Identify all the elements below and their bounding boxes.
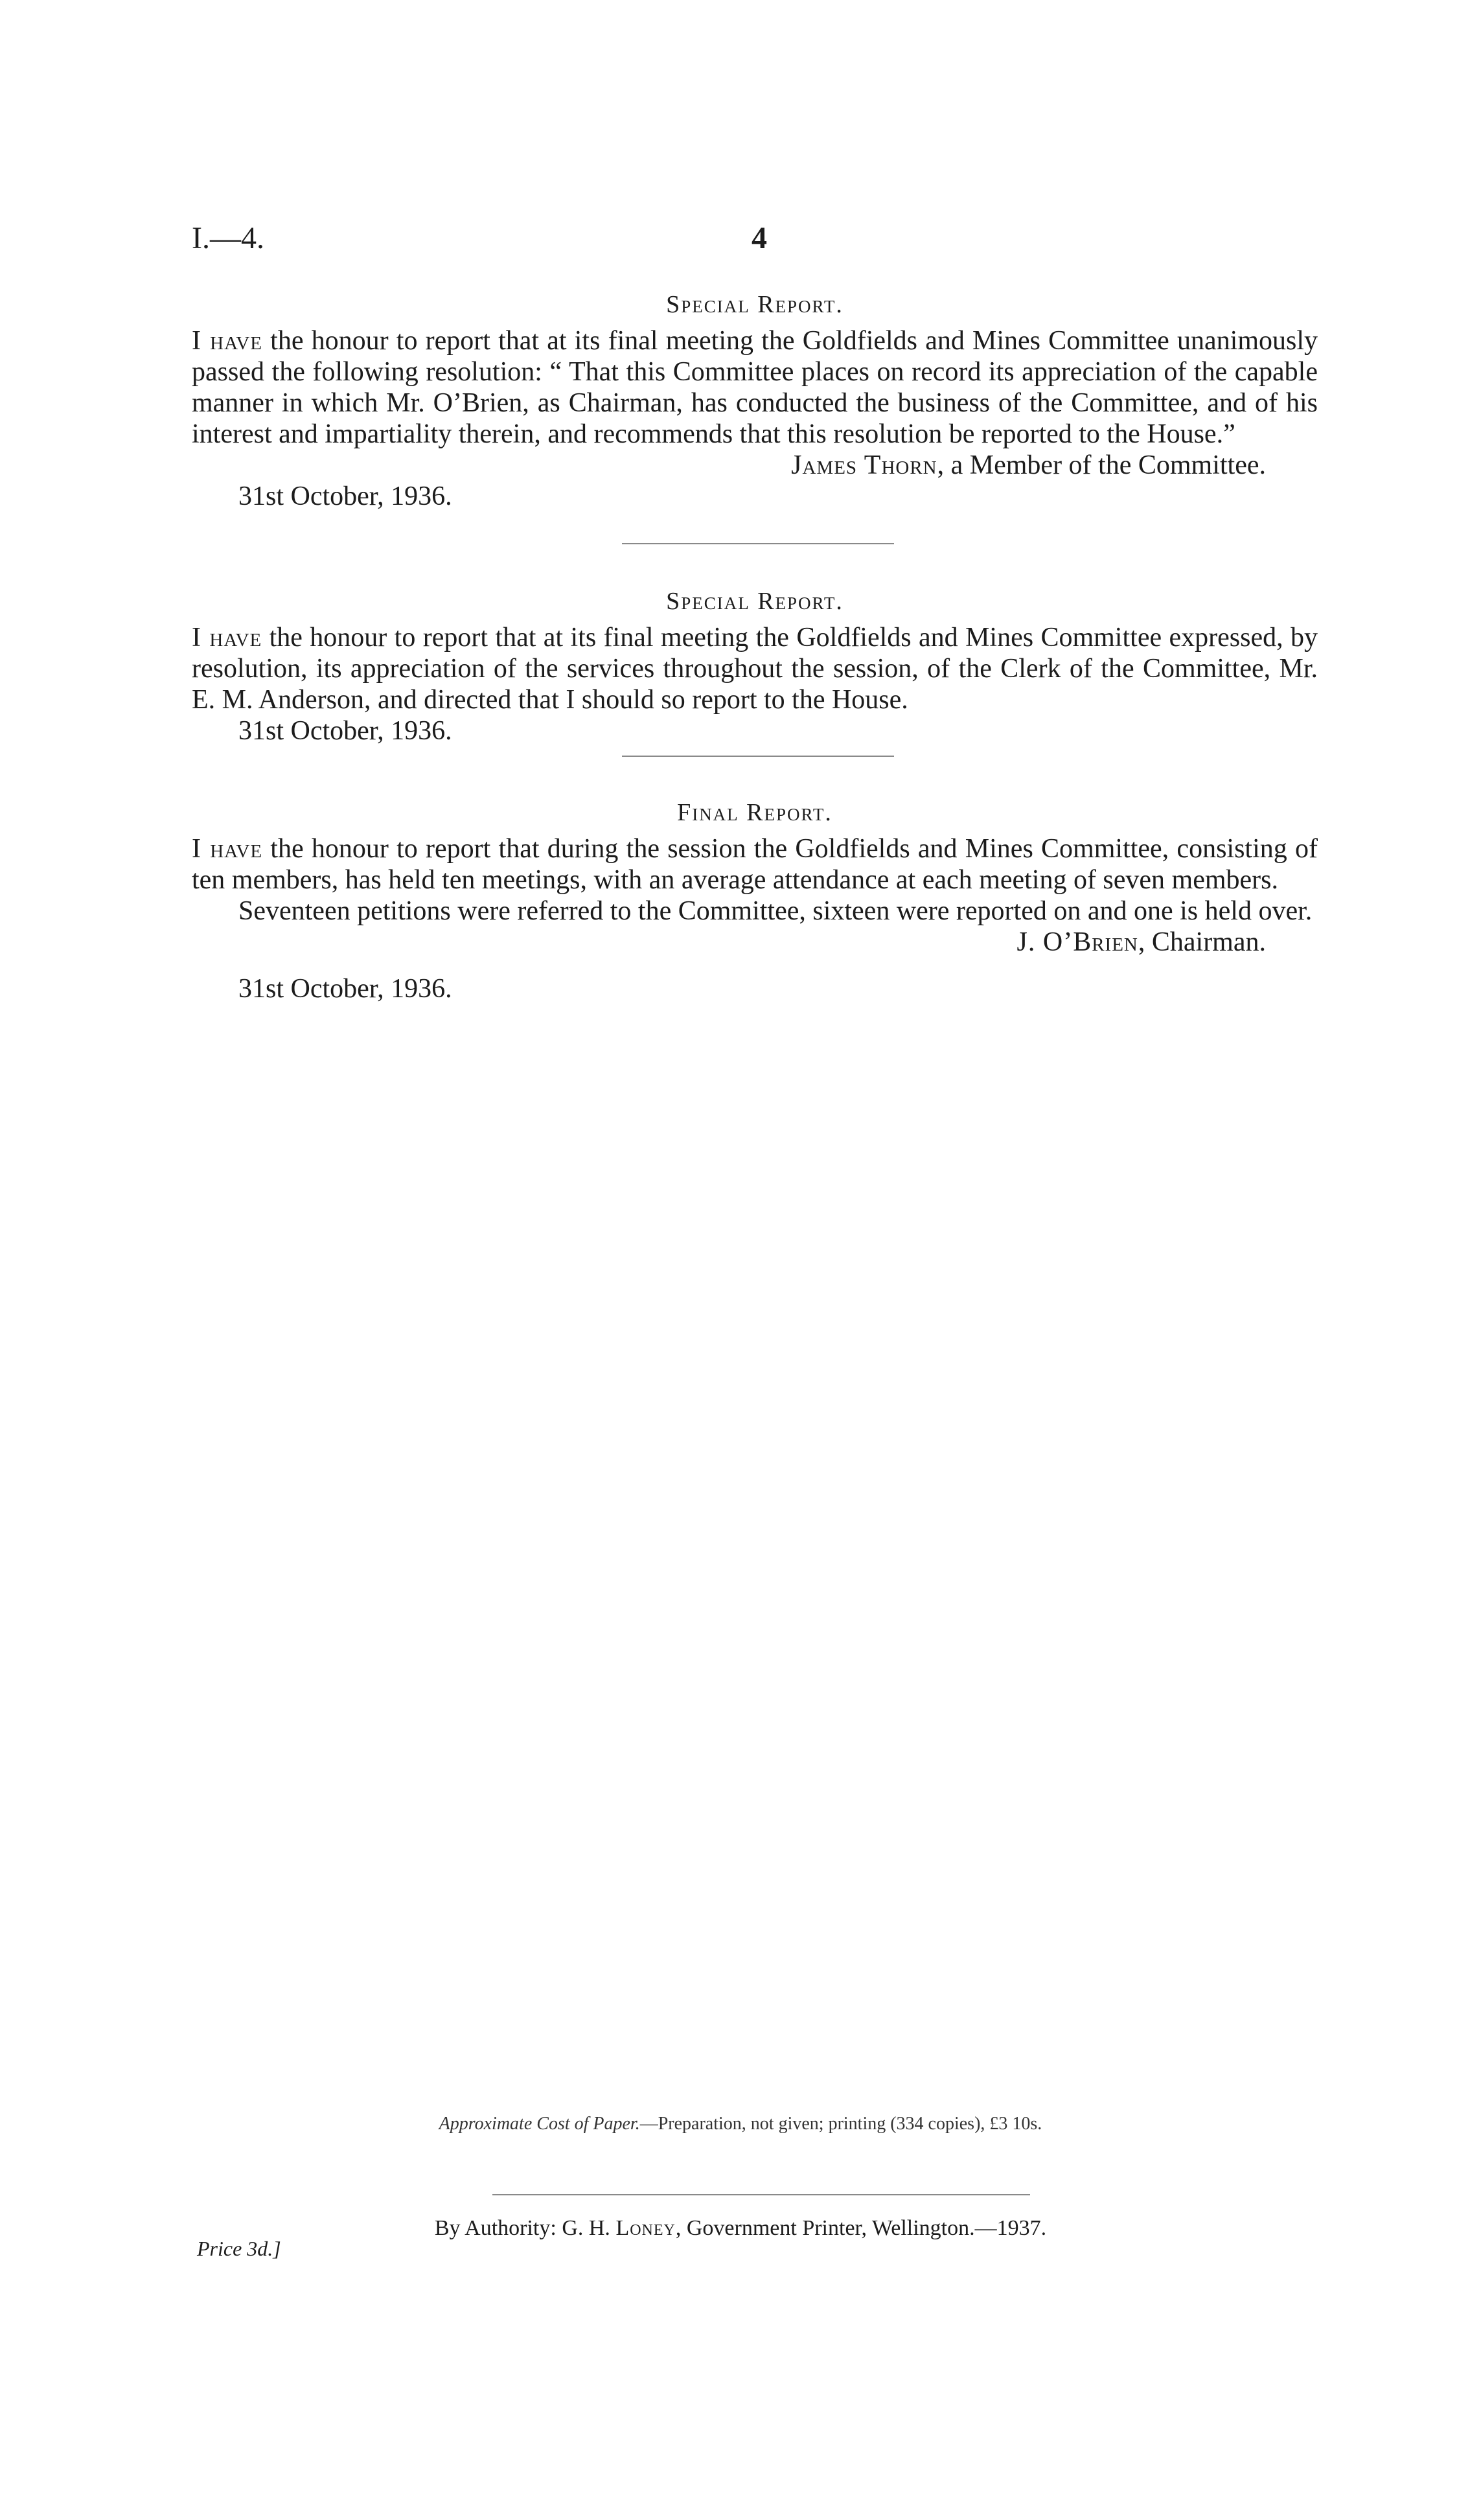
final-report-section	[192, 797, 1318, 1004]
imprint-suffix: , Government Printer, Wellington.—1937.	[675, 2216, 1047, 2240]
printer-name: Loney	[615, 2216, 676, 2240]
report-paragraph	[192, 622, 1318, 715]
report-date: 31st October, 1936.	[238, 974, 452, 1004]
section-title: Special Report.	[666, 291, 844, 318]
price-label: Price 3d.]	[197, 2237, 281, 2260]
imprint-prefix: By Authority: G. H.	[434, 2216, 616, 2240]
page-number: 4	[752, 221, 767, 255]
special-report-section-1	[192, 289, 1318, 512]
report-paragraph	[192, 833, 1318, 896]
signatory-name: J. O’Brien	[1016, 927, 1138, 957]
paragraph-lead: I have	[192, 326, 262, 356]
section-title: Final Report.	[677, 799, 832, 826]
printing-cost-note	[0, 2114, 1481, 2134]
cost-text: —Preparation, not given; printing (334 copies), £3 10s.	[639, 2114, 1042, 2134]
signatory-name: James Thorn	[791, 450, 937, 480]
signature	[192, 450, 1318, 481]
report-date: 31st October, 1936.	[238, 716, 452, 746]
signature	[192, 927, 1318, 958]
special-report-section-2	[192, 586, 1318, 746]
paragraph-text: the honour to report that at its final meeting the Goldfields and Mines Committee unanimously passed the following resolution: “ That this Committee places on record its appreciation of the capable manner in which Mr. O’Brien, as Chairman, has conducted the business of the Committee, and of his interest and impartiality therein, and recommends that this resolution be reported to the House.”	[192, 326, 1318, 449]
section-divider	[622, 543, 894, 544]
signatory-title: , Chairman.	[1138, 927, 1266, 957]
cost-label: Approximate Cost of Paper.	[439, 2114, 640, 2134]
report-paragraph-2: Seventeen petitions were referred to the Committee, sixteen were reported on and one is held over.	[238, 896, 1313, 926]
signatory-title: , a Member of the Committee.	[937, 450, 1266, 480]
section-title: Special Report.	[666, 588, 844, 615]
report-date: 31st October, 1936.	[238, 481, 452, 511]
paragraph-lead: I have	[192, 623, 262, 653]
paragraph-text: the honour to report that during the session the Goldfields and Mines Committee, consisting of ten members, has held ten meetings, with an average attendance at each meeting of seven members.	[192, 834, 1318, 895]
document-reference: I.—4.	[192, 221, 264, 255]
section-divider	[622, 756, 894, 757]
report-paragraph	[192, 325, 1318, 450]
paragraph-text: the honour to report that at its final meeting the Goldfields and Mines Committee expressed, by resolution, its appreciation of the services throughout the session, of the Clerk of the Committee, Mr. E. M. Anderson, and directed that I should so report to the House.	[192, 623, 1318, 715]
footer-divider	[492, 2194, 1030, 2195]
paragraph-lead: I have	[192, 834, 263, 864]
